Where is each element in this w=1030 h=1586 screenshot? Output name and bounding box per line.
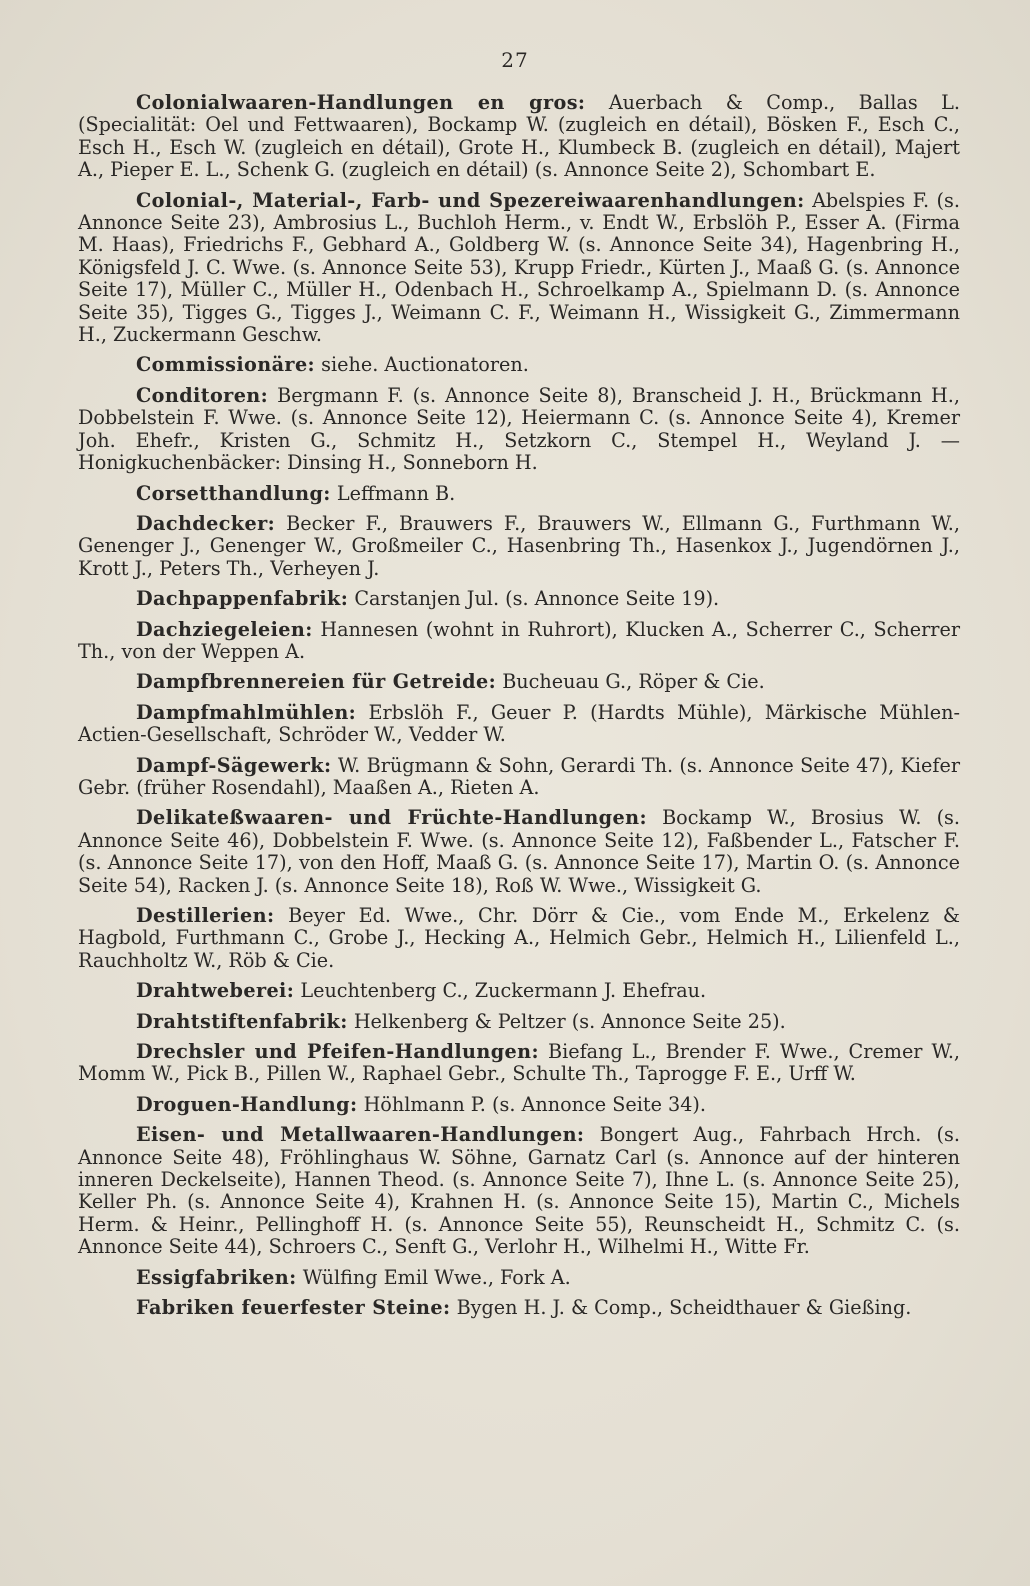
page-number: 27 [501, 48, 529, 72]
entry-heading: Colonial-, Material-, Farb- und Spezereiwaarenhandlungen: [136, 188, 805, 212]
directory-entry [78, 702, 960, 747]
entry-text: Höhlmann P. (s. Annonce Seite 34). [363, 1092, 707, 1116]
directory-entry [78, 190, 960, 347]
entry-text: Wülfing Emil Wwe., Fork A. [302, 1265, 571, 1289]
entry-text: Becker F., Brauwers F., Brauwers W., Ellmann G., Furthmann W., Genenger J., Genenger W., Großmeiler C., Hasenbring Th., Hasenkox J., Jugendörnen J., Krott J., Peters Th., Verheyen J. [78, 511, 960, 580]
entry-text: Bockamp W., Brosius W. (s. Annonce Seite 46), Dobbelstein F. Wwe. (s. Annonce Seite 12), Faßbender L., Fatscher F. (s. Annonce Seite 17), von den Hoff, Maaß G. (s. Annonce Seite 17), Martin O. (s. Annonce Seite 54), Racken J. (s. Annonce Seite 18), Roß W. Wwe., Wissigkeit G. [78, 806, 960, 897]
entry-heading: Dampf-Sägewerk: [136, 753, 332, 777]
directory-entry [78, 905, 960, 972]
entry-text: Leffmann B. [336, 481, 456, 505]
directory-entry [78, 671, 960, 693]
entry-text: Leuchtenberg C., Zuckermann J. Ehefrau. [300, 979, 707, 1003]
entry-heading: Corsetthandlung: [136, 481, 331, 505]
directory-entry [78, 619, 960, 664]
entry-text: siehe. Auctionatoren. [321, 353, 529, 377]
entry-text: Beyer Ed. Wwe., Chr. Dörr & Cie., vom Ende M., Erkelenz & Hagbold, Furthmann C., Grobe J., Hecking A., Helmich Gebr., Helmich H., Lilienfeld L., Rauchholtz W., Röb & Cie. [78, 904, 961, 972]
entry-text: Bygen H. J. & Comp., Scheidthauer & Gießing. [456, 1296, 912, 1320]
directory-entry [78, 513, 960, 580]
directory-entry [78, 755, 960, 800]
entry-heading: Dachpappenfabrik: [136, 587, 349, 611]
entry-heading: Dachziegeleien: [136, 617, 313, 641]
directory-entry [78, 807, 960, 897]
entry-text: Biefang L., Brender F. Wwe., Cremer W., Momm W., Pick B., Pillen W., Raphael Gebr., Schulte Th., Taprogge F. E., Urff W. [78, 1040, 961, 1086]
entry-heading: Drahtweberei: [136, 979, 295, 1003]
directory-entry [78, 1011, 960, 1033]
entry-text: Bongert Aug., Fahrbach Hrch. (s. Annonce Seite 48), Fröhlinghaus W. Söhne, Garnatz Carl (s. Annonce auf der hinteren inneren Deckelseite), Hannen Theod. (s. Annonce Seite 7), Ihne L. (s. Annonce Seite 25), Keller Ph. (s. Annonce Seite 4), Krahnen H. (s. Annonce Seite 15), Martin C., Michels Herm. & Heinr., Pellinghoff H. (s. Annonce Seite 55), Reunscheidt H., Schmitz C. (s. Annonce Seite 44), Schroers C., Senft G., Verlohr H., Wilhelmi H., Witte Fr. [78, 1123, 960, 1259]
entry-heading: Dampfmahlmühlen: [136, 700, 357, 724]
entry-text: Abelspies F. (s. Annonce Seite 23), Ambrosius L., Buchloh Herm., v. Endt W., Erbslöh P., Esser A. (Firma M. Haas), Friedrichs F., Gebhard A., Goldberg W. (s. Annonce Seite 34), Hagenbring H., Königsfeld J. C. Wwe. (s. Annonce Seite 53), Krupp Friedr., Kürten J., Maaß G. (s. Annonce Seite 17), Müller C., Müller H., Odenbach H., Schroelkamp A., Spielmann D. (s. Annonce Seite 35), Tigges G., Tigges J., Weimann C. F., Weimann H., Wissigkeit G., Zimmermann H., Zuckermann Geschw. [78, 188, 960, 347]
entry-heading: Delikateßwaaren- und Früchte-Handlungen: [136, 806, 647, 830]
entry-heading: Dampfbrennereien für Getreide: [136, 670, 497, 694]
entry-text: Helkenberg & Peltzer (s. Annonce Seite 25). [353, 1009, 786, 1033]
entry-heading: Commissionäre: [136, 353, 316, 377]
directory-entry [78, 354, 960, 376]
entry-heading: Droguen-Handlung: [136, 1092, 358, 1116]
entry-heading: Fabriken feuerfester Steine: [136, 1296, 451, 1320]
directory-entry [78, 980, 960, 1002]
entry-heading: Dachdecker: [136, 511, 276, 535]
entry-heading: Destillerien: [136, 904, 275, 927]
directory-entry [78, 92, 960, 182]
entry-text: Carstanjen Jul. (s. Annonce Seite 19). [354, 587, 720, 611]
entry-text: Erbslöh F., Geuer P. (Hardts Mühle), Märkische Mühlen-Actien-Gesellschaft, Schröder W., Vedder W. [78, 700, 960, 747]
entry-heading: Conditoren: [136, 383, 269, 407]
entry-heading: Drahtstiftenfabrik: [136, 1009, 348, 1033]
entry-heading: Colonialwaaren-Handlungen en gros: [136, 91, 586, 114]
entry-heading: Drechsler und Pfeifen-Handlungen: [136, 1040, 539, 1064]
entry-heading: Eisen- und Metallwaaren-Handlungen: [136, 1123, 585, 1147]
directory-entry [78, 1267, 960, 1289]
directory-entry [78, 1124, 960, 1258]
directory-entry [78, 483, 960, 505]
directory-entry [78, 385, 960, 475]
entry-text: Auerbach & Comp., Ballas L. (Specialität: Oel und Fettwaaren), Bockamp W. (zugleich en détail), Bösken F., Esch C., Esch H., Esch W. (zugleich en détail), Grote H., Klumbeck B. (zugleich en détail), Majert A., Pieper E. L., Schenk G. (zugleich en détail) (s. Annonce Seite 2), Schombart E. [78, 91, 960, 182]
entry-text: W. Brügmann & Sohn, Gerardi Th. (s. Annonce Seite 47), Kiefer Gebr. (früher Rosendahl), Maaßen A., Rieten A. [78, 753, 960, 799]
entry-text: Bucheuau G., Röper & Cie. [502, 670, 765, 694]
entry-text: Bergmann F. (s. Annonce Seite 8), Branscheid J. H., Brückmann H., Dobbelstein F. Wwe. (s. Annonce Seite 12), Heiermann C. (s. Annonce Seite 4), Kremer Joh. Ehefr., Kristen G., Schmitz H., Setzkorn C., Stempel H., Weyland J. — Honigkuchenbäcker: Dinsing H., Sonneborn H. [78, 383, 960, 475]
directory-entry [78, 1297, 960, 1319]
directory-entry [78, 1041, 960, 1086]
directory-entry [78, 1094, 960, 1116]
entry-text: Hannesen (wohnt in Ruhrort), Klucken A., Scherrer C., Scherrer Th., von der Weppen A. [78, 617, 960, 663]
entry-heading: Essigfabriken: [136, 1265, 297, 1289]
directory-entry [78, 588, 960, 610]
directory-listing [78, 92, 960, 1328]
